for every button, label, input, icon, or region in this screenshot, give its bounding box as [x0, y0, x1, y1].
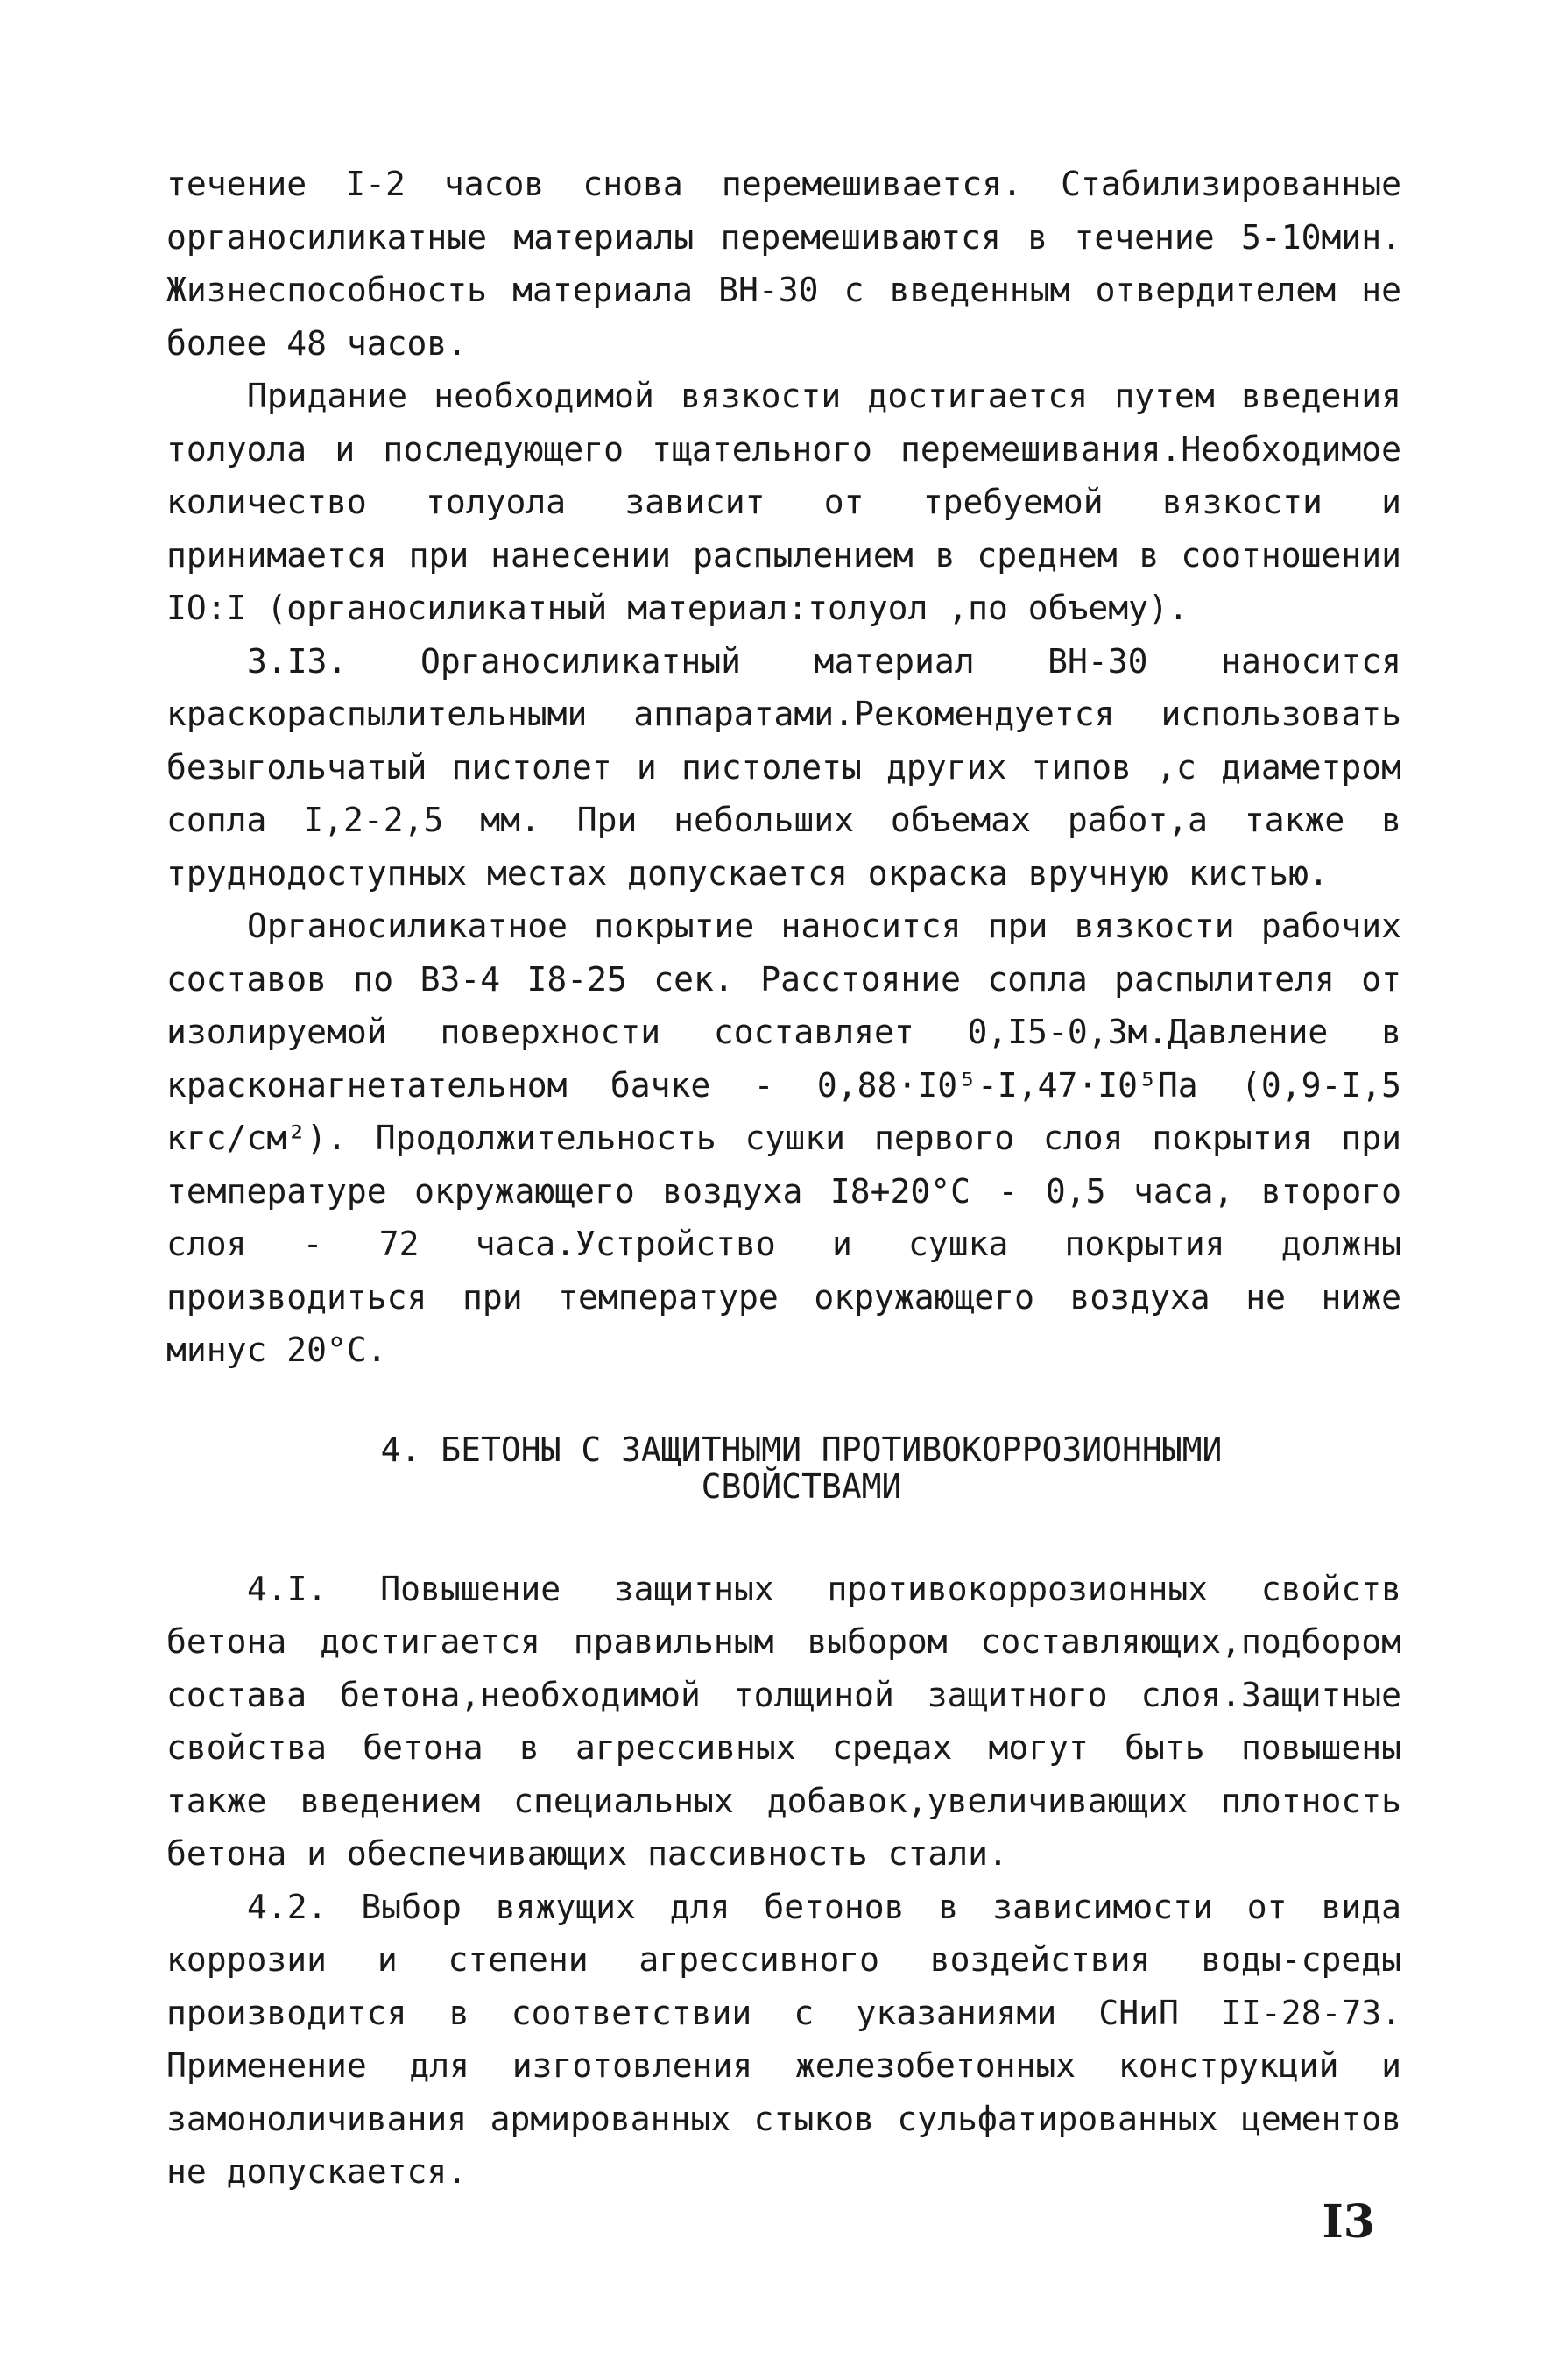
paragraph-viscosity: Придание необходимой вязкости достигается путем введения толуола и последующего тщательного перемешивания.Необходимое количество толуола зависит от требуемой вязкости и принимается при нанесении распылением в среднем в соотношении IO:I (органосиликатный материал:толуол ,по объему).	[166, 377, 1401, 627]
section-heading-line-1: 4. БЕТОНЫ С ЗАЩИТНЫМИ ПРОТИВОКОРРОЗИОННЫМИ	[380, 1430, 1223, 1469]
section-heading-line-2: СВОЙСТВАМИ	[701, 1466, 902, 1506]
document-page	[166, 158, 1401, 2199]
paragraph-4-2: 4.2. Выбор вяжущих для бетонов в зависимости от вида коррозии и степени агрессивного воздействия воды-среды производится в соответствии с указаниями СНиП II-28-73. Применение для изготовления железобетонных конструкций и замоноличивания армированных стыков сульфатированных цементов не допускается.	[166, 1887, 1401, 2191]
section-heading	[166, 1431, 1401, 1505]
paragraph-4-1: 4.I. Повышение защитных противокоррозионных свойств бетона достигается правильным выбором составляющих,подбором состава бетона,необходимой толщиной защитного слоя.Защитные свойства бетона в агрессивных средах могут быть повышены также введением специальных добавок,увеличивающих плотность бетона и обеспечивающих пассивность стали.	[166, 1569, 1401, 1873]
page-number: I3	[1322, 2195, 1375, 2249]
paragraph-continuation: течение I-2 часов снова перемешивается. Стабилизированные органосиликатные материалы перемешиваются в течение 5-10мин. Жизнеспособность материала ВН-30 с введенным отвердителем не более 48 часов.	[166, 165, 1401, 363]
paragraph-coating-application: Органосиликатное покрытие наносится при вязкости рабочих составов по ВЗ-4 I8-25 сек. Расстояние сопла распылителя от изолируемой поверхности составляет 0,I5-0,3м.Давление в красконагнетательном бачке - 0,88·I0⁵-I,47·I0⁵Па (0,9-I,5 кгс/см²). Продолжительность сушки первого слоя покрытия при температуре окружающего воздуха I8+20°С - 0,5 часа, второго слоя - 72 часа.Устройство и сушка покрытия должны производиться при температуре окружающего воздуха не ниже минус 20°С.	[166, 907, 1401, 1369]
paragraph-3-13: 3.I3. Органосиликатный материал ВН-30 наносится краскораспылительными аппаратами.Рекомендуется использовать безыгольчатый пистолет и пистолеты других типов ,с диаметром сопла I,2-2,5 мм. При небольших объемах работ,а также в труднодоступных местах допускается окраска вручную кистью.	[166, 641, 1401, 893]
